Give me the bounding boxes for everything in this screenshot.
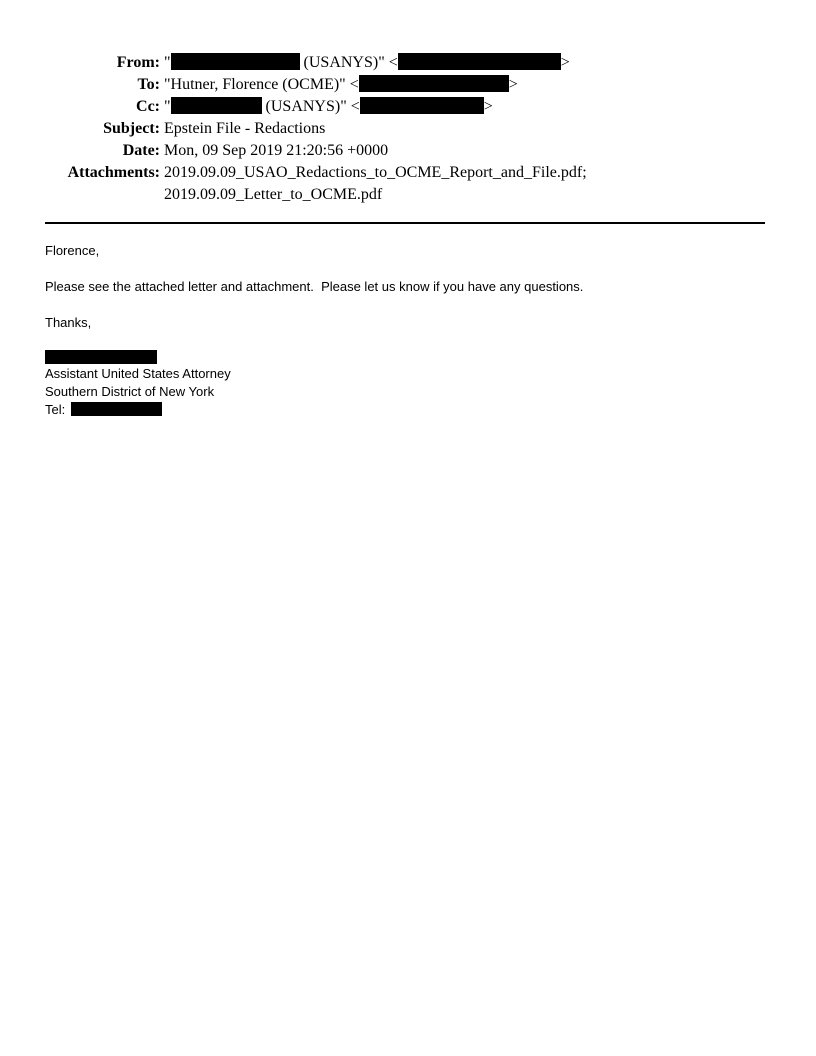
from-value	[164, 52, 570, 74]
email-body	[45, 242, 583, 419]
from-label: From:	[116, 54, 160, 71]
from-prefix: "	[164, 54, 171, 71]
to-label: To:	[137, 76, 160, 93]
signature-title: Assistant United States Attorney	[45, 366, 231, 381]
cc-suffix: (USANYS)" <	[261, 98, 360, 115]
subject-row	[0, 118, 816, 140]
closing: Thanks,	[45, 315, 92, 330]
cc-value	[164, 96, 493, 118]
signature-tel	[45, 401, 583, 419]
date-label: Date:	[122, 142, 160, 159]
redaction-box	[359, 75, 509, 92]
attachment-item[interactable]: 2019.09.09_Letter_to_OCME.pdf	[164, 186, 383, 203]
cc-end: >	[483, 98, 493, 115]
redaction-box	[171, 97, 262, 114]
header-divider	[45, 222, 765, 224]
redaction-box	[360, 97, 484, 114]
from-end: >	[560, 54, 570, 71]
signature-office: Southern District of New York	[45, 384, 215, 399]
to-value	[164, 74, 518, 96]
date-row	[0, 140, 816, 162]
signature-block	[45, 350, 583, 419]
cc-prefix: "	[164, 98, 171, 115]
redaction-box	[171, 53, 300, 70]
email-header	[0, 52, 816, 206]
cc-row	[0, 96, 816, 118]
to-row	[0, 74, 816, 96]
date-value: Mon, 09 Sep 2019 21:20:56 +0000	[164, 142, 389, 159]
from-suffix: (USANYS)" <	[299, 54, 398, 71]
to-text: "Hutner, Florence (OCME)" <	[164, 76, 359, 93]
redaction-box	[45, 350, 157, 364]
tel-label: Tel:	[45, 402, 66, 417]
attachments-label: Attachments:	[67, 164, 160, 181]
greeting: Florence,	[45, 243, 100, 258]
from-row	[0, 52, 816, 74]
attachments-list	[164, 162, 587, 206]
subject-label: Subject:	[103, 120, 160, 137]
cc-label: Cc:	[136, 98, 160, 115]
attachments-row	[0, 162, 816, 206]
message: Please see the attached letter and attachment. Please let us know if you have any questions.	[45, 279, 584, 294]
attachment-item[interactable]: 2019.09.09_USAO_Redactions_to_OCME_Report_and_File.pdf;	[164, 164, 587, 181]
redaction-box	[71, 402, 162, 416]
subject-value: Epstein File - Redactions	[164, 120, 326, 137]
redaction-box	[398, 53, 561, 70]
to-end: >	[508, 76, 518, 93]
